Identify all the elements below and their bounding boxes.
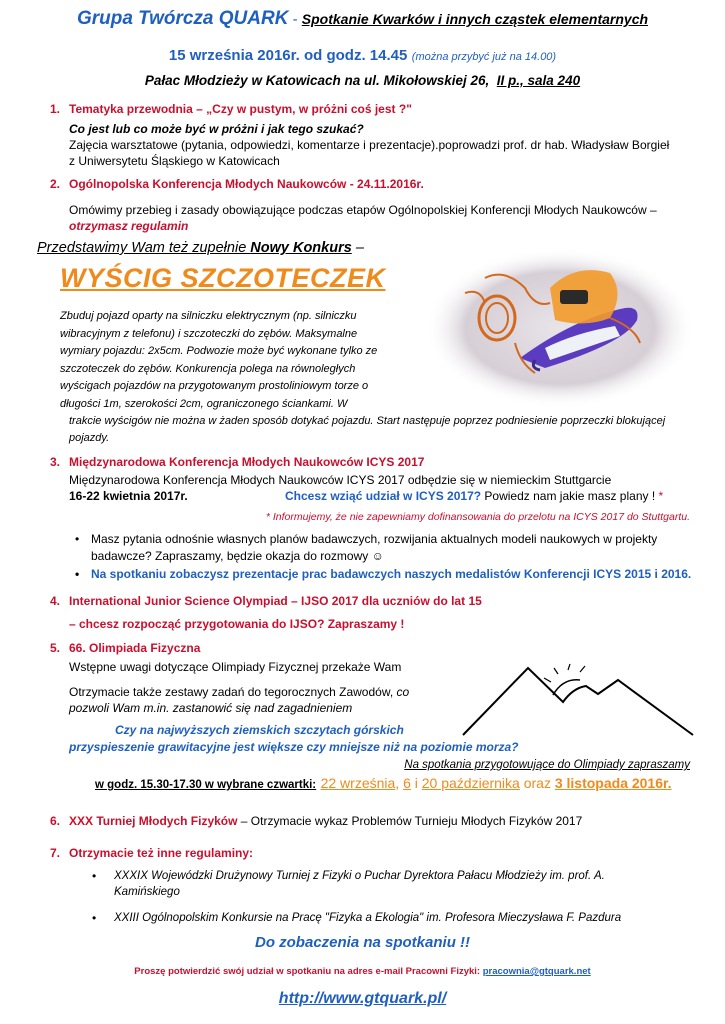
section-7-title: Otrzymacie też inne regulaminy: bbox=[69, 846, 254, 860]
section-7-num: 7. bbox=[50, 846, 61, 860]
section-5-question-1: Czy na najwyższych ziemskich szczytach górskich bbox=[115, 723, 404, 737]
section-4-title: International Junior Science Olympiad – IJSO 2017 dla uczniów do lat 15 bbox=[69, 594, 482, 608]
section-2-desc: Omówimy przebieg i zasady obowiązujące podczas etapów Ogólnopolskiej Konferencji Młodych Naukowców – bbox=[69, 203, 657, 217]
section-3-info: * Informujemy, że nie zapewniamy dofinansowania do przelotu na ICYS 2017 do Stuttgartu. bbox=[265, 511, 690, 523]
date-line: 15 września 2016r. od godz. 14.45 (można przybyć już na 14.00) bbox=[168, 47, 557, 64]
section-3-bullet-1: • Masz pytania odnośnie własnych planów badawczych, rozwijania aktualnych modeli naukowych w projekty badawcze? Zapraszamy, będzie okazja do rozmowy ☺ bbox=[75, 532, 658, 563]
section-5-line1: Wstępne uwagi dotyczące Olimpiady Fizycznej przekaże Wam bbox=[69, 660, 402, 674]
mountains-icon bbox=[458, 660, 698, 740]
section-2-title: Ogólnopolska Konferencja Młodych Naukowców - 24.11.2016r. bbox=[69, 177, 424, 191]
email-link[interactable]: pracownia@gtquark.net bbox=[482, 966, 591, 977]
contest-intro: Przedstawimy Wam też zupełnie Nowy Konkurs – bbox=[37, 240, 364, 256]
see-you-text: Do zobaczenia na spotkaniu !! bbox=[254, 934, 471, 951]
section-3-num: 3. bbox=[50, 455, 61, 469]
contest-desc-end: trakcie wyścigów nie można w żaden sposób dotykać pojazdu. Start następuje poprzez podniesienie poprzeczki blokującej pojazdy. bbox=[69, 415, 666, 444]
contest-desc: Zbuduj pojazd oparty na silniczku elektrycznym (np. silniczku wibracyjnym z telefonu) i szczoteczki do zębów. Maksymalne wymiary pojazdu: 2x5cm. Podwozie może być wykonane tylko ze szczoteczek do zębów. Konkurencja polega na równoległych wyścigach pojazdów na przygotowanym prostoliniowym torze o długości 1m, szerokości 2cm, ograniczonego ściankami. W bbox=[60, 310, 378, 410]
section-5-question-2: przyspieszenie grawitacyjne jest większe czy mniejsze niż na poziomie morza? bbox=[69, 740, 519, 754]
section-3-dates: 16-22 kwietnia 2017r. bbox=[69, 489, 188, 503]
bullet-icon: • bbox=[92, 869, 97, 883]
section-3-ask: Chcesz wziąć udział w ICYS 2017? Powiedz nam jakie masz plany ! * bbox=[285, 489, 664, 503]
contest-name: WYŚCIG SZCZOTECZEK bbox=[60, 263, 386, 293]
section-4-sub: – chcesz rozpocząć przygotowania do IJSO? Zapraszamy ! bbox=[69, 617, 405, 631]
bullet-icon: • bbox=[75, 567, 80, 581]
section-3-bullet-2: • Na spotkaniu zobaczysz prezentacje prac badawczych naszych medalistów Konferencji ICYS 2015 i 2016. bbox=[75, 567, 692, 581]
page-title: Grupa Twórcza QUARK - Spotkanie Kwarków i innych cząstek elementarnych bbox=[76, 8, 649, 29]
toothbrush-robot-image bbox=[425, 248, 695, 408]
bullet-icon: • bbox=[75, 532, 80, 546]
section-2-note: otrzymasz regulamin bbox=[69, 219, 189, 233]
section-1-title: Tematyka przewodnia – „Czy w pustym, w próżni coś jest ?" bbox=[69, 102, 412, 116]
title-sub: Spotkanie Kwarków i innych cząstek elementarnych bbox=[301, 11, 649, 27]
section-7-bullet-1: • XXXIX Wojewódzki Drużynowy Turniej z Fizyki o Puchar Dyrektora Pałacu Młodzieży im. prof. A. Kamińskiego bbox=[92, 869, 605, 898]
title-main: Grupa Twórcza QUARK bbox=[76, 8, 289, 29]
section-3-title: Międzynarodowa Konferencja Młodych Naukowców ICYS 2017 bbox=[69, 455, 425, 469]
section-2-num: 2. bbox=[50, 177, 61, 191]
section-1-num: 1. bbox=[50, 102, 61, 116]
toothbrush-robot-illustration bbox=[425, 248, 695, 408]
website-link[interactable]: http://www.gtquark.pl/ bbox=[278, 990, 447, 1007]
section-6-num: 6. bbox=[50, 814, 61, 828]
section-3-line1: Międzynarodowa Konferencja Młodych Naukowców ICYS 2017 odbędzie się w niemieckim Stuttgarcie bbox=[69, 473, 612, 487]
confirm-text: Proszę potwierdzić swój udział w spotkaniu na adres e-mail Pracowni Fizyki: pracownia@gtquark.net bbox=[134, 966, 591, 977]
section-7-bullet-2: • XXIII Ogólnopolskim Konkursie na Pracę "Fizyka a Ekologia" im. Profesora Mieczysława F. Pazdura bbox=[92, 911, 622, 925]
section-1-desc-l2: z Uniwersytetu Śląskiego w Katowicach bbox=[69, 154, 280, 168]
section-6-line: XXX Turniej Młodych Fizyków – Otrzymacie wykaz Problemów Turnieju Młodych Fizyków 2017 bbox=[69, 814, 583, 828]
section-4-num: 4. bbox=[50, 594, 61, 608]
mountains-sun-drawing bbox=[458, 660, 698, 740]
section-1-question: Co jest lub co może być w próżni i jak tego szukać? bbox=[69, 122, 364, 136]
section-5-dates-line: w godz. 15.30-17.30 w wybrane czwartki: 22 września, 6 i 20 października oraz 3 listopada 2016r. bbox=[95, 775, 672, 791]
place-line: Pałac Młodzieży w Katowicach na ul. Mikołowskiej 26, II p., sala 240 bbox=[144, 73, 581, 88]
section-5-title: 66. Olimpiada Fizyczna bbox=[69, 641, 201, 655]
section-5-line2: Otrzymacie także zestawy zadań do tegorocznych Zawodów, co bbox=[69, 685, 410, 699]
section-5-invite: Na spotkania przygotowujące do Olimpiady zapraszamy bbox=[404, 759, 690, 771]
section-5-num: 5. bbox=[50, 641, 61, 655]
section-5-line3: pozwoli Wam m.in. zastanowić się nad zagadnieniem bbox=[69, 701, 353, 715]
bullet-icon: • bbox=[92, 911, 97, 925]
section-1-desc-l1: Zajęcia warsztatowe (pytania, odpowiedzi, komentarze i prezentacje).poprowadzi prof. dr hab. Władysław Borgieł bbox=[69, 138, 670, 152]
